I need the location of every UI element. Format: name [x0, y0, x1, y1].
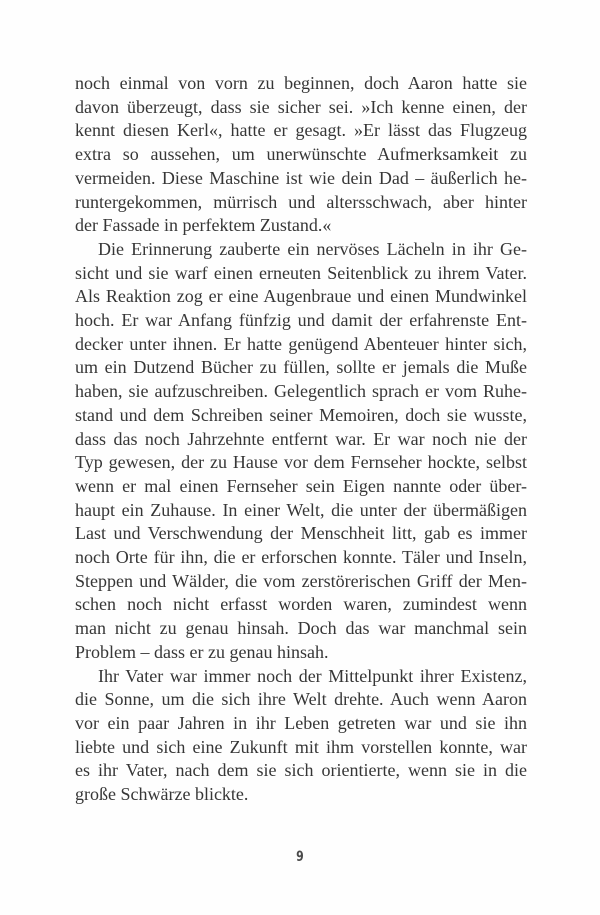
- text-line: haupt ein Zuhause. In einer Welt, die unter der übermäßigen: [75, 499, 527, 520]
- text-line: man nicht zu genau hinsah. Doch das war manchmal sein: [75, 618, 527, 639]
- text-line: es ihr Vater, nach dem sie sich orientierte, wenn sie in die: [75, 760, 527, 781]
- text-line: schen noch nicht erfasst worden waren, zumindest wenn: [75, 594, 527, 615]
- text-line: noch Orte für ihn, die er erforschen konnte. Täler und Inseln,: [75, 547, 527, 568]
- text-line: sicht und sie warf einen erneuten Seitenblick zu ihrem Vater.: [75, 262, 527, 283]
- text-line: Steppen und Wälder, die vom zerstörerischen Griff der Men-: [75, 570, 527, 591]
- page-number-value: 9: [296, 849, 304, 865]
- text-line: kennt diesen Kerl«, hatte er gesagt. »Er lässt das Flugzeug: [75, 120, 527, 141]
- paragraph: [75, 665, 527, 807]
- text-line: hoch. Er war Anfang fünfzig und damit der erfahrenste Ent-: [75, 310, 527, 331]
- text-line: Last und Verschwendung der Menschheit litt, gab es immer: [75, 523, 527, 544]
- text-line: liebte und sich eine Zukunft mit ihm vorstellen konnte, war: [75, 736, 527, 757]
- text-line: Die Erinnerung zauberte ein nervöses Lächeln in ihr Ge-: [98, 238, 527, 259]
- text-line: vermeiden. Diese Maschine ist wie dein Dad – äußerlich he-: [75, 167, 527, 188]
- text-line: Typ gewesen, der zu Hause vor dem Fernseher hockte, selbst: [75, 452, 527, 473]
- text-line: Als Reaktion zog er eine Augenbraue und einen Mundwinkel: [75, 286, 527, 307]
- text-line: extra so aussehen, um unerwünschte Aufmerksamkeit zu: [75, 144, 527, 165]
- text-line: Problem – dass er zu genau hinsah.: [75, 641, 329, 662]
- text-line: der Fassade in perfektem Zustand.«: [75, 215, 332, 236]
- text-line: haben, sie aufzuschreiben. Gelegentlich sprach er vom Ruhe-: [75, 381, 527, 402]
- text-line: decker unter ihnen. Er hatte genügend Abenteuer hinter sich,: [75, 333, 527, 354]
- body-text: [75, 72, 527, 807]
- text-line: vor ein paar Jahren in ihr Leben getreten war und sie ihn: [75, 712, 527, 733]
- text-line: runtergekommen, mürrisch und altersschwach, aber hinter: [75, 191, 527, 212]
- text-line: davon überzeugt, dass sie sicher sei. »Ich kenne einen, der: [75, 96, 527, 117]
- text-line: stand und dem Schreiben seiner Memoiren, doch sie wusste,: [75, 404, 527, 425]
- page-number: [0, 848, 600, 866]
- paragraph: [75, 238, 527, 665]
- text-line: um ein Dutzend Bücher zu füllen, sollte er jemals die Muße: [75, 357, 527, 378]
- text-line: wenn er mal einen Fernseher sein Eigen nannte oder über-: [75, 475, 527, 496]
- text-line: große Schwärze blickte.: [75, 784, 249, 805]
- text-line: die Sonne, um die sich ihre Welt drehte. Auch wenn Aaron: [75, 689, 527, 710]
- text-line: dass das noch Jahrzehnte entfernt war. Er war noch nie der: [75, 428, 527, 449]
- text-line: noch einmal von vorn zu beginnen, doch Aaron hatte sie: [75, 73, 527, 93]
- text-line: Ihr Vater war immer noch der Mittelpunkt ihrer Existenz,: [98, 665, 527, 686]
- paragraph: [75, 72, 527, 238]
